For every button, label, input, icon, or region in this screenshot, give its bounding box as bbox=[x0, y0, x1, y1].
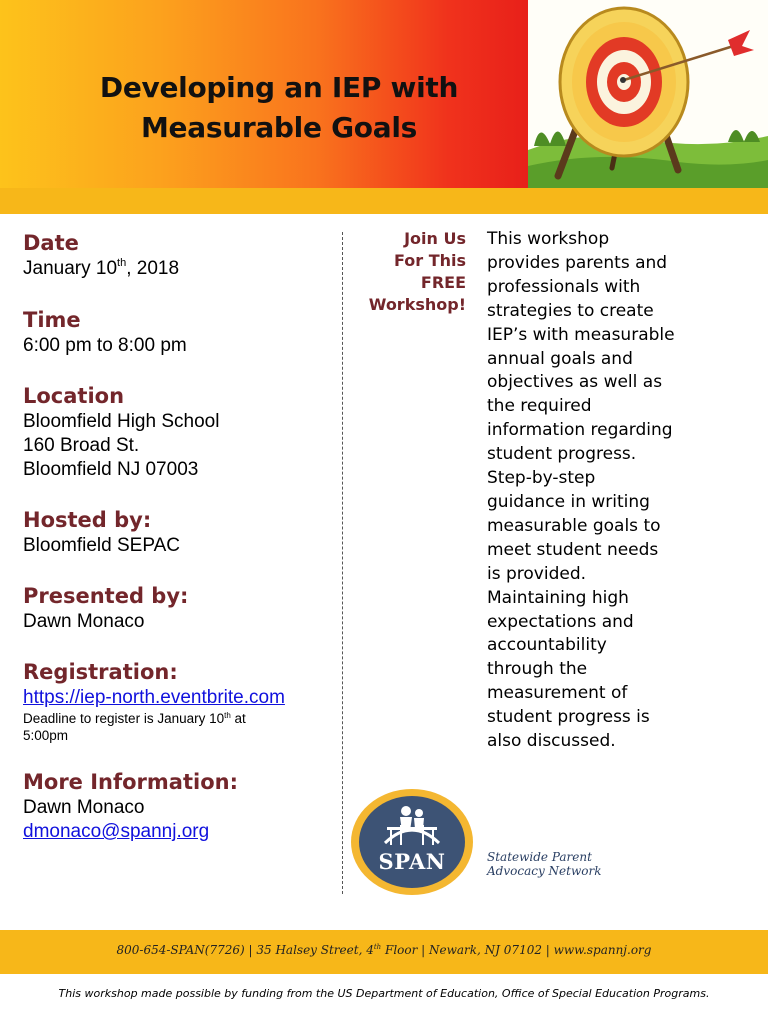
column-divider bbox=[342, 232, 343, 894]
footer-bar bbox=[0, 930, 768, 974]
span-logo-icon bbox=[349, 787, 475, 897]
location-line-2: 160 Broad St. bbox=[23, 435, 140, 456]
description-line: guidance in writing bbox=[487, 491, 650, 512]
hosted-value: Bloomfield SEPAC bbox=[23, 535, 180, 556]
contact-email-link[interactable]: dmonaco@spannj.org bbox=[23, 821, 210, 842]
description-line: This workshop bbox=[487, 229, 610, 249]
logo-caption-line-1: Statewide Parent bbox=[487, 850, 592, 864]
footer-text-end: Floor | Newark, NJ 07102 | www.spannj.org bbox=[381, 943, 652, 957]
description-line: student progress is bbox=[487, 707, 650, 728]
deadline-text: Deadline to register is January 10 bbox=[23, 711, 225, 726]
event-details bbox=[23, 226, 343, 844]
date-value bbox=[23, 257, 343, 281]
footer-text-start: 800-654-SPAN(7726) | 35 Halsey Street, 4 bbox=[116, 943, 374, 957]
registration-link[interactable]: https://iep-north.eventbrite.com bbox=[23, 687, 285, 708]
header-divider-bar bbox=[0, 188, 768, 214]
footer-contact bbox=[0, 943, 768, 957]
registration-deadline bbox=[23, 710, 343, 727]
description-line: also discussed. bbox=[487, 731, 616, 752]
description-line: is provided. bbox=[487, 563, 587, 584]
page-title bbox=[0, 68, 558, 148]
description-line: through the bbox=[487, 659, 588, 680]
date-heading: Date bbox=[23, 231, 79, 255]
description-line: professionals with bbox=[487, 276, 641, 297]
presented-heading: Presented by: bbox=[23, 584, 189, 608]
logo-caption-line-2: Advocacy Network bbox=[487, 864, 602, 878]
logo-caption bbox=[487, 850, 601, 878]
presented-value: Dawn Monaco bbox=[23, 611, 145, 632]
location-line-1: Bloomfield High School bbox=[23, 411, 220, 432]
join-line-4: Workshop! bbox=[368, 295, 466, 314]
registration-section bbox=[23, 659, 343, 744]
description-line: IEP’s with measurable bbox=[487, 324, 675, 345]
description-line: objectives as well as bbox=[487, 372, 663, 393]
description-line: accountability bbox=[487, 635, 607, 656]
time-heading: Time bbox=[23, 308, 81, 332]
more-info-section bbox=[23, 769, 343, 844]
description-line: annual goals and bbox=[487, 348, 633, 369]
title-line-2: Measurable Goals bbox=[140, 111, 417, 144]
workshop-description bbox=[487, 228, 727, 754]
description-line: student progress. bbox=[487, 444, 637, 465]
location-section bbox=[23, 383, 343, 482]
contact-name: Dawn Monaco bbox=[23, 797, 145, 818]
description-line: Step-by-step bbox=[487, 468, 596, 489]
date-month-day: January 10 bbox=[23, 258, 118, 279]
deadline-text-end: at bbox=[230, 711, 246, 726]
deadline-suffix: th bbox=[224, 711, 231, 720]
description-line: Maintaining high bbox=[487, 587, 629, 608]
hosted-section bbox=[23, 507, 343, 558]
join-line-3: FREE bbox=[420, 273, 466, 292]
more-info-heading: More Information: bbox=[23, 770, 238, 794]
description-line: measurable goals to bbox=[487, 515, 661, 536]
date-suffix: th bbox=[117, 257, 127, 269]
date-year: , 2018 bbox=[126, 258, 180, 279]
description-line: strategies to create bbox=[487, 300, 654, 321]
description-line: provides parents and bbox=[487, 252, 668, 273]
footer-suffix: th bbox=[373, 943, 382, 951]
time-value: 6:00 pm to 8:00 pm bbox=[23, 335, 187, 356]
date-section bbox=[23, 230, 343, 281]
logo-text: SPAN bbox=[378, 849, 446, 874]
description-line: expectations and bbox=[487, 611, 634, 632]
description-line: the required bbox=[487, 396, 592, 417]
funding-note: This workshop made possible by funding from the US Department of Education, Office of Special Education Programs. bbox=[58, 987, 710, 1000]
location-line-3: Bloomfield NJ 07003 bbox=[23, 459, 199, 480]
location-heading: Location bbox=[23, 384, 125, 408]
presented-section bbox=[23, 583, 343, 634]
hosted-heading: Hosted by: bbox=[23, 508, 152, 532]
registration-heading: Registration: bbox=[23, 660, 178, 684]
description-line: meet student needs bbox=[487, 539, 659, 560]
title-line-1: Developing an IEP with bbox=[99, 71, 459, 104]
description-line: information regarding bbox=[487, 420, 673, 441]
join-line-2: For This bbox=[393, 251, 466, 270]
description-line: measurement of bbox=[487, 683, 628, 704]
target-archery-illustration bbox=[528, 0, 768, 188]
join-callout bbox=[348, 228, 466, 316]
target-archery-icon bbox=[528, 0, 768, 188]
join-line-1: Join Us bbox=[404, 229, 466, 248]
span-logo-graphic bbox=[349, 787, 475, 897]
time-section bbox=[23, 307, 343, 358]
registration-deadline-time: 5:00pm bbox=[23, 728, 69, 743]
